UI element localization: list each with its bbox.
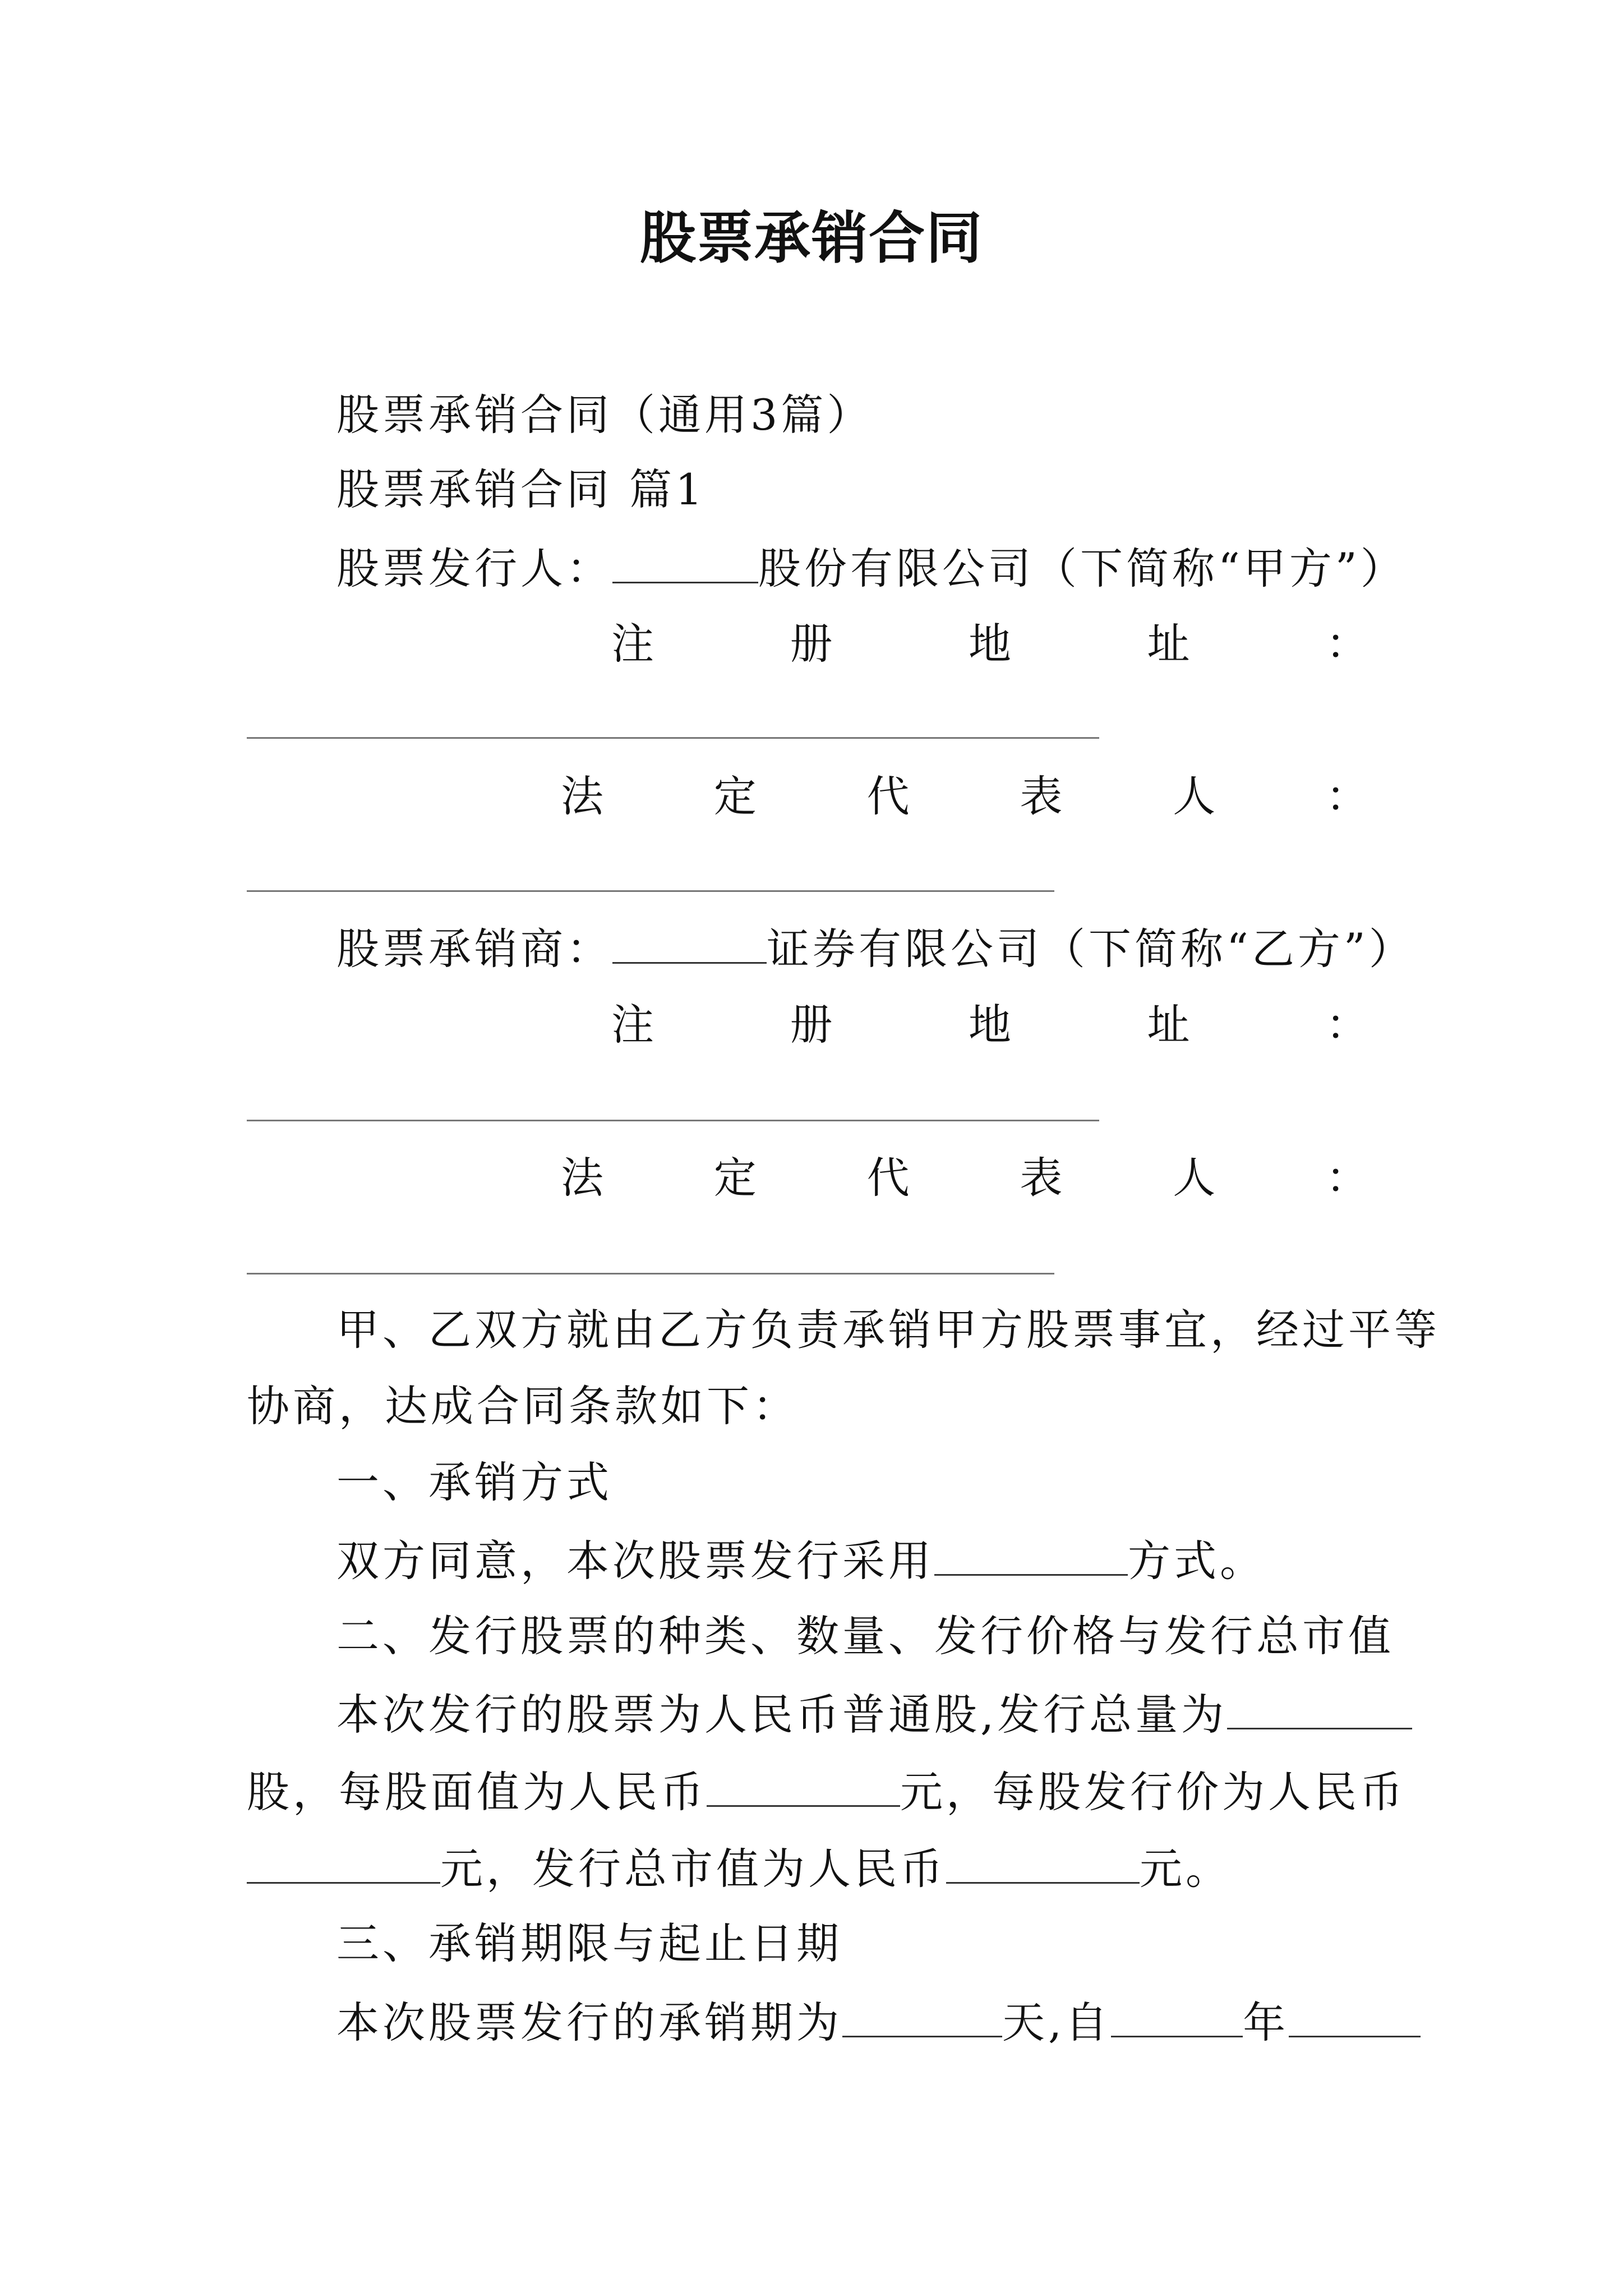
section3-text: 本次股票发行的承销期为 天,自 年 xyxy=(336,1990,1421,2054)
document-subtitle: 股票承销合同（通用3篇） xyxy=(336,390,873,440)
underwriter-address-label: 注 册 地 址 ： xyxy=(611,1000,1368,1050)
section2-heading: 二、发行股票的种类、数量、发行价格与发行总市值 xyxy=(336,1611,1394,1661)
preamble-line-1: 甲、乙双方就由乙方负责承销甲方股票事宜，经过平等 xyxy=(336,1305,1440,1355)
start-month-blank xyxy=(1289,1990,1421,2037)
start-year-blank xyxy=(1111,1990,1243,2037)
underwriter-company: 证券有限公司（下简称“乙方”） xyxy=(767,924,1415,974)
underwriter-rep-blank xyxy=(247,1273,1054,1274)
section3-heading: 三、承销期限与起止日期 xyxy=(336,1918,842,1968)
issuer-label: 股票发行人： xyxy=(336,544,612,593)
part-heading: 股票承销合同 篇1 xyxy=(336,464,706,514)
par-value-blank xyxy=(707,1759,900,1807)
issuer-name-blank xyxy=(612,536,758,583)
section2-line-2: 股，每股面值为人民币 元，每股发行价为人民币 xyxy=(247,1759,1406,1823)
issuer-company: 股份有限公司（下简称“甲方”） xyxy=(758,544,1407,593)
underwriter-rep-label: 法 定 代 表 人 ： xyxy=(561,1153,1368,1203)
issuer-line xyxy=(336,536,1407,600)
underwriter-address-blank xyxy=(247,1120,1099,1121)
issuer-rep-blank xyxy=(247,890,1054,892)
term-days-blank xyxy=(842,1990,1002,2037)
issue-method-blank xyxy=(934,1528,1128,1576)
issuer-address-label: 注 册 地 址 ： xyxy=(611,619,1368,669)
issuer-rep-label: 法 定 代 表 人 ： xyxy=(561,771,1368,821)
underwriter-name-blank xyxy=(612,916,767,964)
document-title: 股票承销合同 xyxy=(640,205,983,271)
issue-price-blank xyxy=(247,1836,440,1884)
total-value-blank xyxy=(946,1836,1140,1884)
underwriter-line xyxy=(336,916,1415,980)
total-shares-blank xyxy=(1227,1682,1412,1729)
section2-line-1: 本次发行的股票为人民币普通股,发行总量为 xyxy=(336,1682,1412,1746)
issuer-address-blank xyxy=(247,737,1099,739)
section1-heading: 一、承销方式 xyxy=(336,1457,612,1507)
section2-line-3: 元，发行总市值为人民币 元。 xyxy=(247,1836,1232,1900)
underwriter-label: 股票承销商： xyxy=(336,924,612,974)
preamble-line-2: 协商，达成合同条款如下： xyxy=(247,1381,799,1431)
section1-text: 双方同意，本次股票发行采用 方式。 xyxy=(336,1528,1266,1592)
